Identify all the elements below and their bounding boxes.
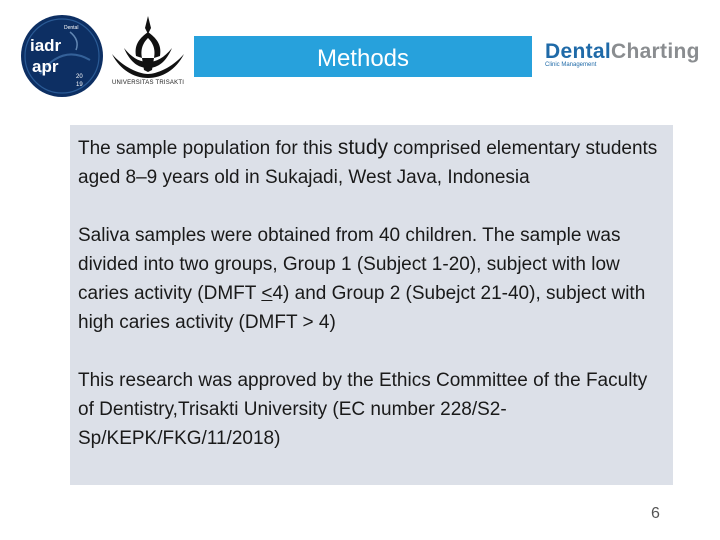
p2-underlined-symbol: < bbox=[261, 283, 273, 304]
svg-text:apr: apr bbox=[32, 57, 59, 76]
svg-text:19: 19 bbox=[76, 82, 83, 88]
slide-title: Methods bbox=[316, 45, 410, 72]
p2-text-b: 4) and Group 2 (Subejct 21-40), subject with high caries activity (DMFT > 4) bbox=[78, 283, 646, 333]
paragraph-saliva-samples bbox=[78, 221, 663, 337]
page-number: 6 bbox=[651, 505, 660, 522]
dental-charting-logo bbox=[545, 40, 700, 64]
svg-text:20: 20 bbox=[76, 74, 83, 80]
content-box bbox=[70, 125, 673, 485]
paragraph-sample-population bbox=[78, 133, 663, 192]
trisakti-caption: UNIVERSITAS TRISAKTI bbox=[111, 80, 185, 86]
p2-text-a: Saliva samples were obtained from 40 children. The sample was divided into two groups, Group 1 (Subject 1-20), subject with low caries activity (DMFT bbox=[78, 225, 621, 304]
svg-text:Dental: Dental bbox=[64, 25, 79, 31]
trisakti-emblem-logo bbox=[104, 14, 192, 90]
svg-text:iadr: iadr bbox=[30, 36, 62, 55]
p1-emphasis: study bbox=[337, 136, 389, 159]
title-bar bbox=[194, 35, 532, 78]
p1-text-b: comprised elementary students aged 8–9 years old in Sukajadi, West Java, Indonesia bbox=[78, 138, 658, 188]
brand-tagline: Clinic Management bbox=[545, 62, 597, 68]
brand-secondary: Charting bbox=[610, 40, 700, 63]
paragraph-ethics-approval: This research was approved by the Ethics Committee of the Faculty of Dentistry,Trisakti University (EC number 228/S2-Sp/KEPK/FKG/11/2018) bbox=[78, 370, 648, 449]
iadr-apr-logo bbox=[20, 14, 104, 98]
p1-text-a: The sample population for this bbox=[78, 138, 338, 159]
brand-primary: Dental bbox=[545, 40, 611, 63]
